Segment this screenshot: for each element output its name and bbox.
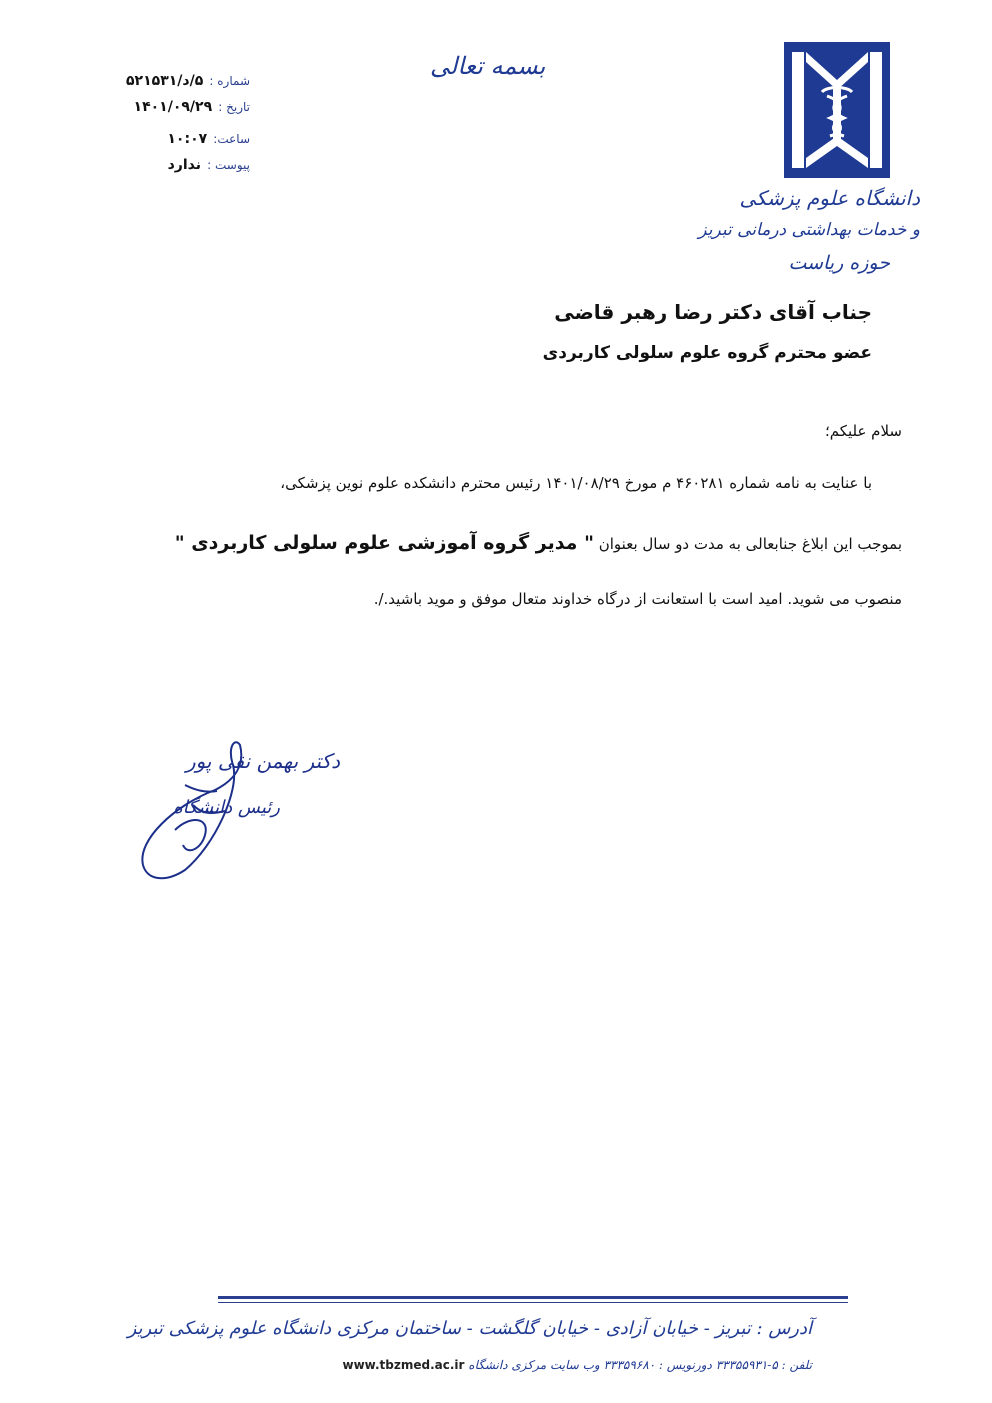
footer-website: www.tbzmed.ac.ir xyxy=(342,1358,465,1372)
letter-date-label: تاریخ : xyxy=(218,100,250,114)
letter-attachment xyxy=(90,156,250,175)
footer-divider-thin xyxy=(218,1302,848,1303)
footer-divider xyxy=(218,1296,848,1299)
letter-attachment-value: ندارد xyxy=(167,157,201,173)
university-logo-icon xyxy=(782,40,892,180)
greeting: سلام علیکم؛ xyxy=(824,422,902,440)
institution-name-line2: و خدمات بهداشتی درمانی تبریز xyxy=(698,220,920,240)
body-paragraph-line1: با عنایت به نامه شماره ۴۶۰۲۸۱ م مورخ ۱۴۰۱/۰۸/۲۹ رئیس محترم دانشکده علوم نوین پزشکی، xyxy=(280,474,872,492)
letter-time-label: ساعت: xyxy=(213,132,250,146)
letter-time xyxy=(90,130,250,149)
letter-number-value: ۵/د/۵۲۱۵۳۱ xyxy=(126,73,204,89)
letter-date xyxy=(90,98,250,117)
body-paragraph-line2 xyxy=(175,532,902,554)
letter-attachment-label: پیوست : xyxy=(207,158,250,172)
footer-phone-fax: تلفن : ۵-۳۳۳۵۵۹۳۱ دورنویس : ۳۳۳۵۹۶۸۰ وب سایت مرکزی دانشگاه xyxy=(468,1358,812,1372)
footer-address: آدرس : تبریز - خیابان آزادی - خیابان گلگشت - ساختمان مرکزی دانشگاه علوم پزشکی تبریز xyxy=(127,1318,812,1339)
appointment-title: " مدیر گروه آموزشی علوم سلولی کاربردی " xyxy=(174,532,594,554)
recipient-position: عضو محترم گروه علوم سلولی کاربردی xyxy=(542,343,872,363)
institution-name-line1: دانشگاه علوم پزشکی xyxy=(739,186,920,210)
letter-date-value: ۱۴۰۱/۰۹/۲۹ xyxy=(133,99,213,115)
body-paragraph-line3: منصوب می شوید. امید است با استعانت از درگاه خداوند متعال موفق و موید باشید./. xyxy=(373,590,902,608)
signature-block xyxy=(135,735,350,890)
institution-header xyxy=(698,40,920,290)
footer-contact xyxy=(343,1358,813,1372)
letter-time-value: ۱۰:۰۷ xyxy=(167,131,208,147)
recipient-name: جناب آقای دکتر رضا رهبر قاضی xyxy=(554,300,872,324)
body-line2-text: بموجب این ابلاغ جنابعالی به مدت دو سال بعنوان xyxy=(598,535,902,553)
bismillah-heading: بسمه تعالی xyxy=(430,52,546,80)
signatory-title: رئیس دانشگاه xyxy=(173,797,280,818)
letter-number xyxy=(90,72,250,91)
institution-office: حوزه ریاست xyxy=(788,252,890,274)
signatory-name: دکتر بهمن نقی پور xyxy=(185,749,340,773)
letter-number-label: شماره : xyxy=(209,74,250,88)
